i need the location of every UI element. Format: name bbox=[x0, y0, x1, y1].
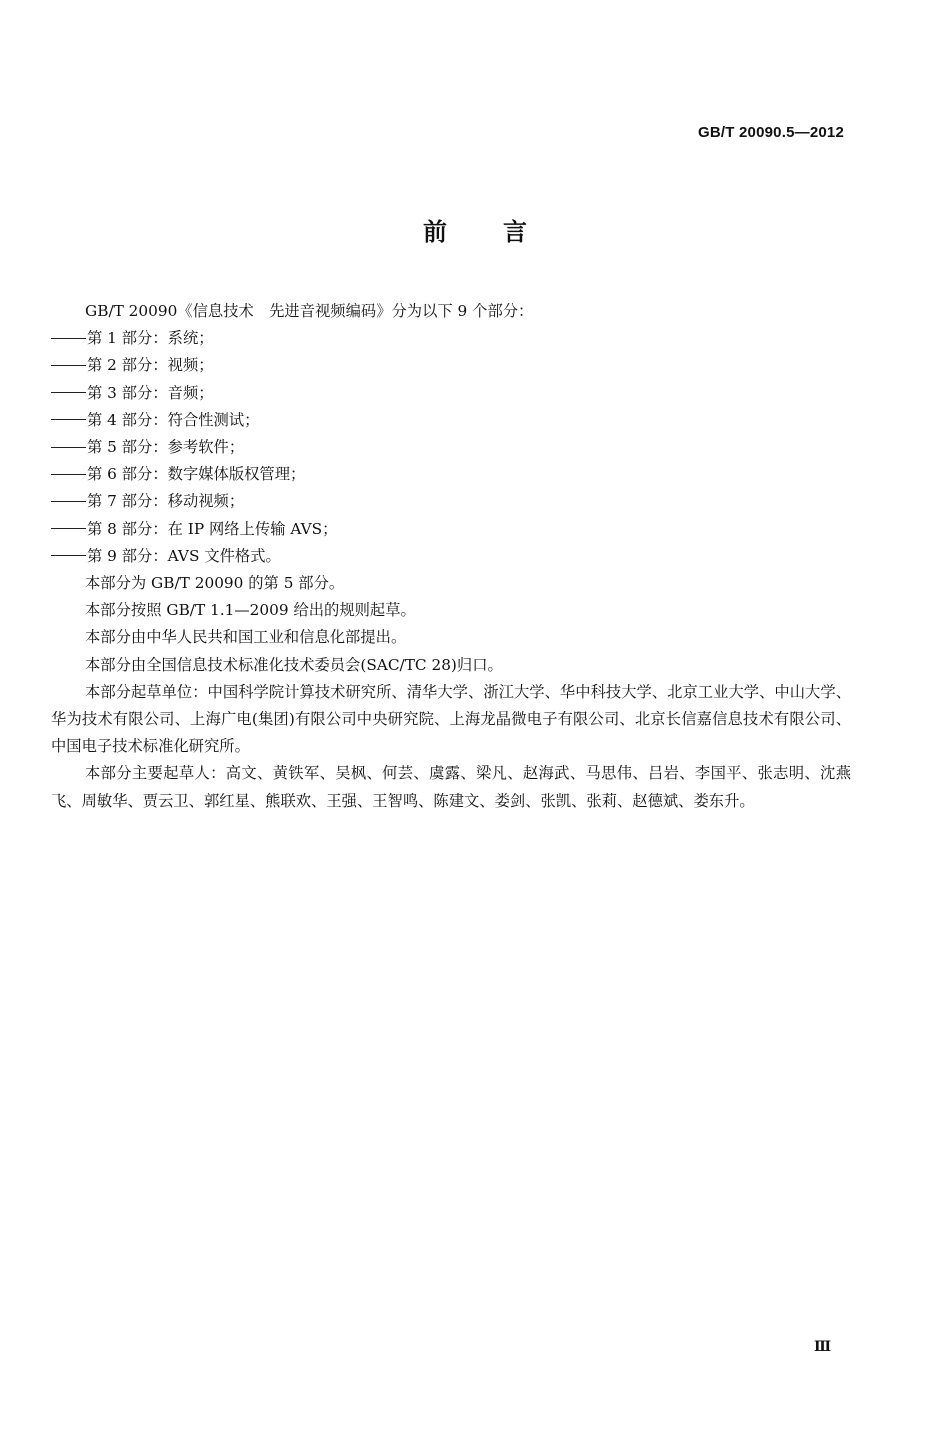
drafting-units-paragraph: 本部分起草单位：中国科学院计算技术研究所、清华大学、浙江大学、华中科技大学、北京工业大学、中山大学、华为技术有限公司、上海广电(集团)有限公司中央研究院、上海龙晶微电子有限公司、北京长信嘉信息技术有限公司、中国电子技术标准化研究所。 bbox=[51, 682, 851, 756]
list-item bbox=[51, 434, 851, 461]
em-dash bbox=[51, 528, 86, 529]
em-dash bbox=[51, 501, 86, 502]
list-item-text: 第 3 部分：音频； bbox=[87, 383, 214, 402]
drafters-paragraph: 本部分主要起草人：高文、黄铁军、吴枫、何芸、虞露、梁凡、赵海武、马思伟、吕岩、李国平、张志明、沈燕飞、周敏华、贾云卫、郭红星、熊联欢、王强、王智鸣、陈建文、娄剑、张凯、张莉、赵德斌、娄东升。 bbox=[51, 764, 851, 810]
list-item bbox=[51, 488, 851, 515]
list-item-text: 第 4 部分：符合性测试； bbox=[87, 410, 260, 429]
em-dash bbox=[51, 338, 86, 339]
list-item-text: 第 6 部分：数字媒体版权管理； bbox=[87, 465, 306, 484]
list-item bbox=[51, 461, 851, 488]
this-part-paragraph: 本部分为 GB/T 20090 的第 5 部分。 bbox=[85, 574, 345, 593]
em-dash bbox=[51, 419, 86, 420]
list-item-text: 第 7 部分：移动视频； bbox=[87, 492, 245, 511]
em-dash bbox=[51, 447, 86, 448]
em-dash bbox=[51, 474, 86, 475]
list-item bbox=[51, 516, 851, 543]
list-item bbox=[51, 407, 851, 434]
standard-code: GB/T 20090.5—2012 bbox=[698, 124, 844, 141]
jurisdiction-paragraph: 本部分由全国信息技术标准化技术委员会(SAC/TC 28)归口。 bbox=[85, 655, 503, 674]
em-dash bbox=[51, 392, 86, 393]
list-item-text: 第 5 部分：参考软件； bbox=[87, 438, 245, 457]
list-item-text: 第 2 部分：视频； bbox=[87, 356, 214, 375]
em-dash bbox=[51, 365, 86, 366]
proposed-by-paragraph: 本部分由中华人民共和国工业和信息化部提出。 bbox=[85, 628, 407, 647]
intro-paragraph: GB/T 20090《信息技术 先进音视频编码》分为以下 9 个部分： bbox=[85, 302, 534, 320]
page-number: Ⅲ bbox=[814, 1339, 832, 1355]
em-dash bbox=[51, 555, 86, 556]
page-title: 前言 bbox=[423, 218, 583, 246]
list-item bbox=[51, 352, 851, 379]
list-item bbox=[51, 543, 851, 570]
list-item bbox=[51, 380, 851, 407]
document-body bbox=[51, 298, 851, 815]
list-item-text: 第 1 部分：系统； bbox=[87, 329, 214, 348]
list-item-text: 第 9 部分：AVS 文件格式。 bbox=[87, 546, 281, 565]
list-item-text: 第 8 部分：在 IP 网络上传输 AVS； bbox=[87, 519, 338, 538]
list-item bbox=[51, 325, 851, 352]
drafting-rules-paragraph: 本部分按照 GB/T 1.1—2009 给出的规则起草。 bbox=[85, 601, 416, 620]
